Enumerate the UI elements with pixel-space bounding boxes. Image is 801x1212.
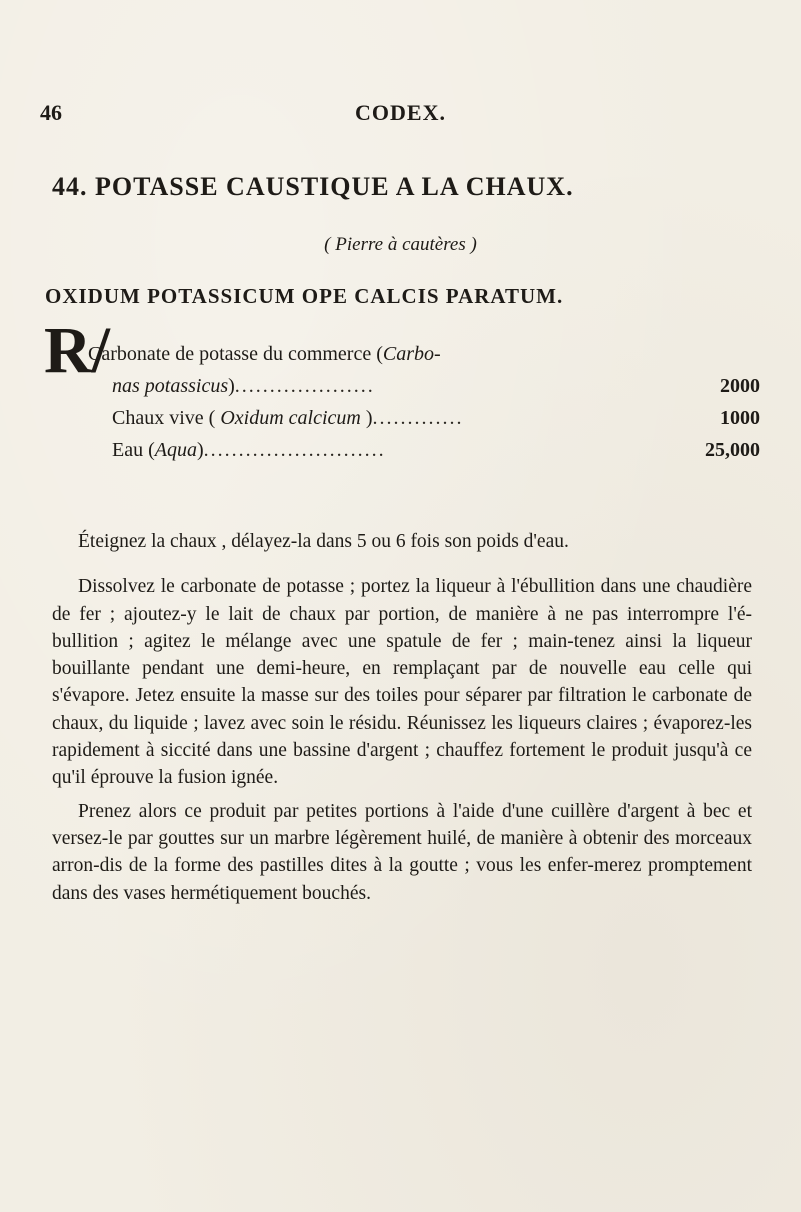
paragraph: Prenez alors ce produit par petites portions à l'aide d'une cuillère d'argent à bec et versez-le par gouttes sur un marbre légèrement huilé, de manière à obtenir des morceaux arron-dis de la forme des pastilles dites à la goutte ; vous les enfer-merez promptement dans des vases hermétiquement bouchés.	[52, 800, 752, 904]
ingredient-label: nas potassicus)....................	[112, 375, 375, 397]
ingredient-row	[88, 402, 768, 434]
section-title: 44. POTASSE CAUSTIQUE A LA CHAUX.	[52, 172, 574, 201]
paragraph: Dissolvez le carbonate de potasse ; portez la liqueur à l'ébullition dans une chaudière de fer ; ajoutez-y le lait de chaux par portion, de manière à ne pas interrompre l'é-bullition ; agitez le mélange avec une spatule de fer ; main-tenez ainsi la liqueur bouillante pendant une demi-heure, en remplaçant par de nouvelle eau celle qui s'évapore. Jetez ensuite la masse sur des toiles pour séparer par filtration le carbonate de chaux, du liquide ; lavez avec soin le résidu. Réunissez les liqueurs claires ; évaporez-les rapidement à siccité dans une bassine d'argent ; chauffez fortement le produit jusqu'à ce qu'il éprouve la fusion ignée.	[52, 576, 752, 789]
ingredient-list	[88, 338, 768, 466]
ingredient-row	[88, 338, 768, 370]
page-header	[0, 100, 801, 140]
ingredient-label: Carbonate de potasse du commerce (Carbo-	[88, 343, 441, 365]
running-head: CODEX.	[355, 100, 446, 125]
ingredient-label: Eau (Aqua)..........................	[112, 439, 386, 461]
paragraph: Éteignez la chaux , délayez-la dans 5 ou 6 fois son poids d'eau.	[78, 531, 569, 552]
latin-title: OXIDUM POTASSICUM OPE CALCIS PARATUM.	[45, 284, 564, 308]
recipe-symbol: R/	[44, 314, 110, 387]
ingredient-quantity: 25,000	[705, 439, 760, 461]
ingredient-row	[88, 370, 768, 402]
ingredient-row	[88, 434, 768, 466]
section-subtitle: ( Pierre à cautères )	[324, 234, 477, 255]
ingredient-quantity: 1000	[720, 407, 760, 429]
body-text	[52, 528, 752, 913]
page-number: 46	[40, 100, 62, 125]
ingredient-label: Chaux vive ( Oxidum calcicum ).............	[112, 407, 464, 429]
ingredient-quantity: 2000	[720, 375, 760, 397]
